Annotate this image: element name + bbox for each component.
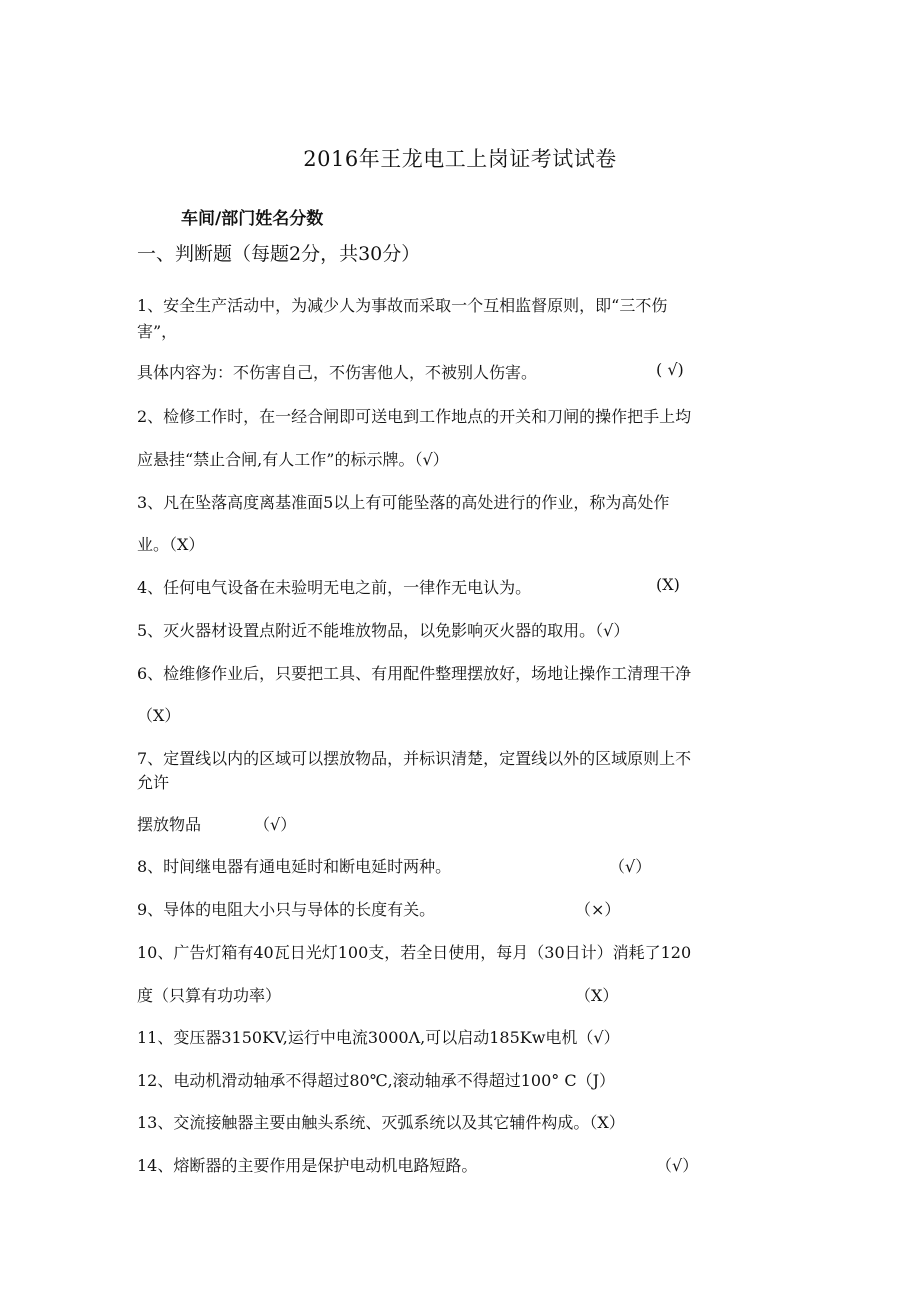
question-2-line-2: 应悬挂“禁止合闸,有人工作”的标示牌。（√） bbox=[137, 450, 449, 469]
question-7-answer: （√） bbox=[254, 815, 297, 834]
question-7-line-3: 摆放物品 bbox=[137, 815, 202, 834]
question-7-line-1: 7、定置线以内的区域可以摆放物品，并标识清楚，定置线以外的区域原则上不 bbox=[137, 749, 692, 768]
question-10-line-1: 10、广告灯箱有40瓦日光灯100支，若全日使用，每月（30日计）消耗了120 bbox=[137, 943, 692, 962]
question-10-answer: （X） bbox=[575, 986, 619, 1005]
question-1-line-1: 1、安全生产活动中，为减少人为事故而采取一个互相监督原则，即“三不伤 bbox=[137, 296, 668, 315]
question-2-line-1: 2、检修工作时，在一经合闸即可送电到工作地点的开关和刀闸的操作把手上均 bbox=[137, 407, 692, 426]
question-12: 12、电动机滑动轴承不得超过80℃,滚动轴承不得超过100° C（J） bbox=[137, 1071, 615, 1090]
question-4: 4、任何电气设备在未验明无电之前，一律作无电认为。 bbox=[137, 578, 532, 597]
question-10-line-2: 度（只算有功功率） bbox=[137, 986, 282, 1005]
section-heading: 一、判断题（每题2分，共30分） bbox=[137, 243, 421, 265]
question-8: 8、时间继电器有通电延时和断电延时两种。 bbox=[137, 857, 452, 876]
info-header: 车间/部门姓名分数 bbox=[181, 209, 324, 229]
question-1-line-3: 具体内容为：不伤害自己，不伤害他人，不被别人伤害。 bbox=[137, 363, 538, 382]
question-5: 5、灭火器材设置点附近不能堆放物品，以免影响灭火器的取用。（√） bbox=[137, 621, 630, 640]
question-6-line-1: 6、检维修作业后，只要把工具、有用配件整理摆放好，场地让操作工清理干净 bbox=[137, 664, 692, 683]
question-13: 13、交流接触器主要由触头系统、灭弧系统以及其它辅件构成。（X） bbox=[137, 1113, 625, 1132]
question-4-answer: (X) bbox=[656, 575, 680, 594]
question-3-line-1: 3、凡在坠落高度离基准面5以上有可能坠落的高处进行的作业，称为高处作 bbox=[137, 493, 670, 512]
question-1-line-2: 害”， bbox=[137, 322, 178, 341]
question-6-line-2: （X） bbox=[137, 706, 181, 725]
question-9: 9、导体的电阻大小只与导体的长度有关。 bbox=[137, 900, 436, 919]
question-7-line-2: 允许 bbox=[137, 773, 170, 792]
question-9-answer: （×） bbox=[575, 900, 621, 919]
question-8-answer: （√） bbox=[609, 857, 652, 876]
exam-title: 2016年王龙电工上岗证考试试卷 bbox=[303, 147, 617, 171]
question-1-answer: ( √) bbox=[656, 360, 684, 379]
question-14: 14、熔断器的主要作用是保护电动机电路短路。 bbox=[137, 1156, 478, 1175]
question-11: 11、变压器3150KV,运行中电流3000Λ,可以启动185Kw电机（√） bbox=[137, 1028, 620, 1047]
question-14-answer: （√） bbox=[656, 1156, 699, 1175]
question-3-line-2: 业。（X） bbox=[137, 535, 205, 554]
